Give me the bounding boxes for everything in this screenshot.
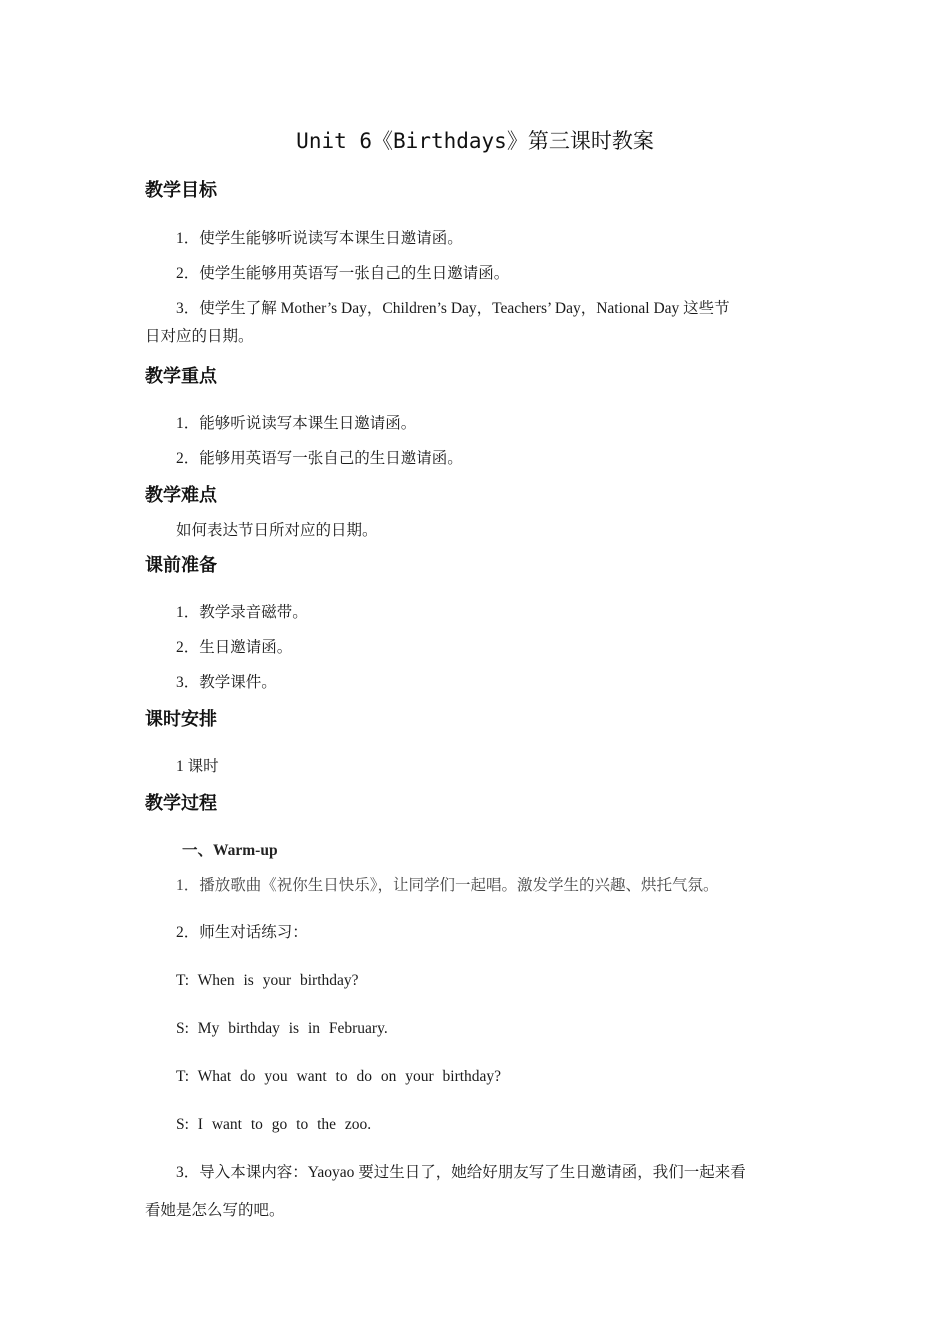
- preparation-item-2: 2．生日邀请函。: [176, 639, 293, 656]
- process-step-3: 3．导入本课内容：Yaoyao 要过生日了，她给好朋友写了生日邀请函，我们一起来看: [176, 1164, 746, 1181]
- key-point-item-1: 1．能够听说读写本课生日邀请函。: [176, 415, 417, 432]
- dialog-line-1: T: When is your birthday?: [176, 972, 359, 989]
- section-heading-goals: 教学目标: [145, 180, 217, 201]
- section-heading-schedule: 课时安排: [145, 709, 217, 730]
- dialog-line-3: T: What do you want to do on your birthday?: [176, 1068, 502, 1085]
- difficulty-text: 如何表达节日所对应的日期。: [176, 522, 378, 539]
- preparation-item-3: 3．教学课件。: [176, 674, 277, 691]
- key-point-item-2: 2．能够用英语写一张自己的生日邀请函。: [176, 450, 463, 467]
- process-step-2: 2．师生对话练习：: [176, 924, 308, 941]
- schedule-text: 1 课时: [176, 758, 219, 775]
- warmup-label: 一、Warm-up: [182, 842, 278, 859]
- dialog-line-4: S: I want to go to the zoo.: [176, 1116, 372, 1133]
- goal-item-3: 3．使学生了解 Mother’s Day，Children’s Day，Teachers’ Day，National Day 这些节: [176, 300, 730, 317]
- process-step-3-continued: 看她是怎么写的吧。: [145, 1202, 285, 1219]
- section-heading-process: 教学过程: [145, 793, 217, 814]
- page-title: Unit 6《Birthdays》第三课时教案: [296, 129, 654, 153]
- preparation-item-1: 1．教学录音磁带。: [176, 604, 308, 621]
- section-heading-preparation: 课前准备: [145, 555, 217, 576]
- goal-item-3-continued: 日对应的日期。: [145, 328, 254, 345]
- goal-item-1: 1．使学生能够听说读写本课生日邀请函。: [176, 230, 463, 247]
- process-step-1: 1．播放歌曲《祝你生日快乐》，让同学们一起唱。激发学生的兴趣、烘托气氛。: [176, 877, 719, 894]
- section-heading-key-points: 教学重点: [145, 366, 217, 387]
- dialog-line-2: S: My birthday is in February.: [176, 1020, 388, 1037]
- goal-item-2: 2．使学生能够用英语写一张自己的生日邀请函。: [176, 265, 510, 282]
- section-heading-difficulties: 教学难点: [145, 485, 217, 506]
